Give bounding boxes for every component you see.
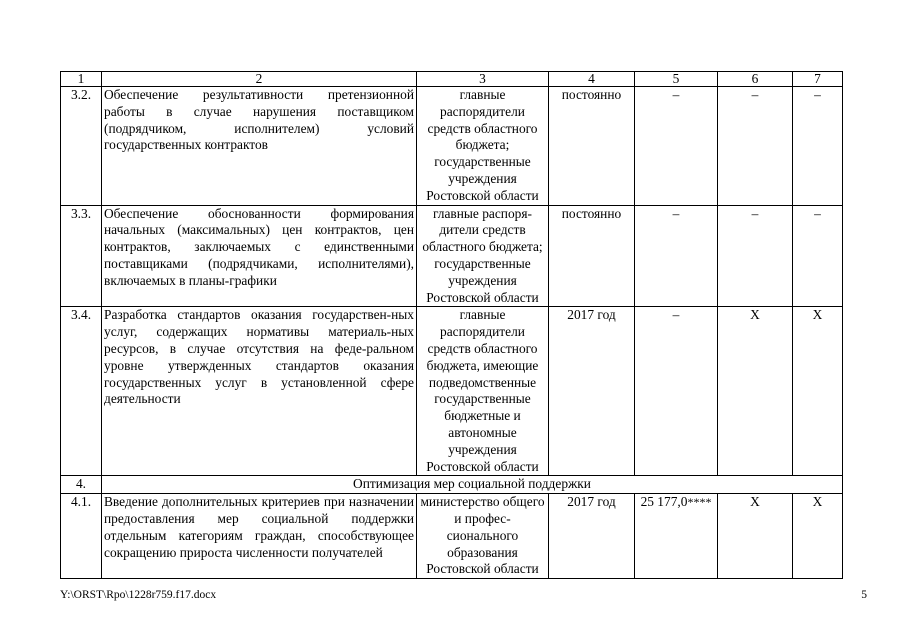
table-header-row: [61, 72, 843, 87]
table-row: [61, 494, 843, 579]
value-cell: –: [635, 205, 718, 307]
header-cell-5: 5: [635, 72, 718, 87]
value-cell: Х: [793, 494, 843, 579]
value-cell: –: [718, 87, 793, 206]
term-cell: постоянно: [549, 87, 635, 206]
section-row: [61, 476, 843, 494]
value-cell: –: [793, 205, 843, 307]
table-row: [61, 307, 843, 476]
table-row: [61, 205, 843, 307]
file-path: Y:\ORST\Rpo\1228r759.f17.docx: [60, 589, 217, 601]
section-number: 4.: [61, 476, 102, 494]
footnote-marker: ****: [687, 495, 712, 510]
value-cell: –: [635, 87, 718, 206]
executor-cell: главные распорядители средств областного бюджета; государственные учреждения Ростовской области: [417, 87, 549, 206]
executor-cell: главные распоря-дители средств областного бюджета; государственные учреждения Ростовской области: [417, 205, 549, 307]
value-cell: Х: [793, 307, 843, 476]
term-cell: 2017 год: [549, 307, 635, 476]
value-cell: Х: [718, 494, 793, 579]
header-cell-6: 6: [718, 72, 793, 87]
executor-cell: министерство общего и профес-сионального образования Ростовской области: [417, 494, 549, 579]
measure-cell: Введение дополнительных критериев при назначении предоставления мер социальной поддержки отдельным категориям граждан, способствующее сокращению прироста численности получателей: [102, 494, 417, 579]
table-row: [61, 87, 843, 206]
measure-cell: Обеспечение обоснованности формирования начальных (максимальных) цен контрактов, цен контрактов, заключаемых с единственными поставщиками (подрядчиками, исполнителями), включаемых в планы-графики: [102, 205, 417, 307]
row-number: 3.2.: [61, 87, 102, 206]
header-cell-2: 2: [102, 72, 417, 87]
section-title: Оптимизация мер социальной поддержки: [102, 476, 843, 494]
row-number: 3.3.: [61, 205, 102, 307]
header-cell-3: 3: [417, 72, 549, 87]
header-cell-4: 4: [549, 72, 635, 87]
measure-cell: Обеспечение результативности претензионной работы в случае нарушения поставщиком (подрядчиком, исполнителем) условий государственных контрактов: [102, 87, 417, 206]
value-cell: Х: [718, 307, 793, 476]
value-cell: –: [635, 307, 718, 476]
value-cell: –: [793, 87, 843, 206]
header-cell-1: 1: [61, 72, 102, 87]
term-cell: 2017 год: [549, 494, 635, 579]
executor-cell: главные распорядители средств областного бюджета, имеющие подведомственные государственные бюджетные и автономные учреждения Ростовской области: [417, 307, 549, 476]
row-number: 4.1.: [61, 494, 102, 579]
row-number: 3.4.: [61, 307, 102, 476]
header-cell-7: 7: [793, 72, 843, 87]
term-cell: постоянно: [549, 205, 635, 307]
value-cell: –: [718, 205, 793, 307]
value-cell: [635, 494, 718, 579]
measure-cell: Разработка стандартов оказания государствен-ных услуг, содержащих нормативы материаль-ных ресурсов, в случае отсутствия на феде-ральном уровне утвержденных стандартов оказания государственных услуг в установленной сфере деятельности: [102, 307, 417, 476]
plan-table: [60, 71, 843, 579]
page-number: 5: [861, 589, 867, 601]
value-amount: 25 177,0: [640, 494, 688, 510]
